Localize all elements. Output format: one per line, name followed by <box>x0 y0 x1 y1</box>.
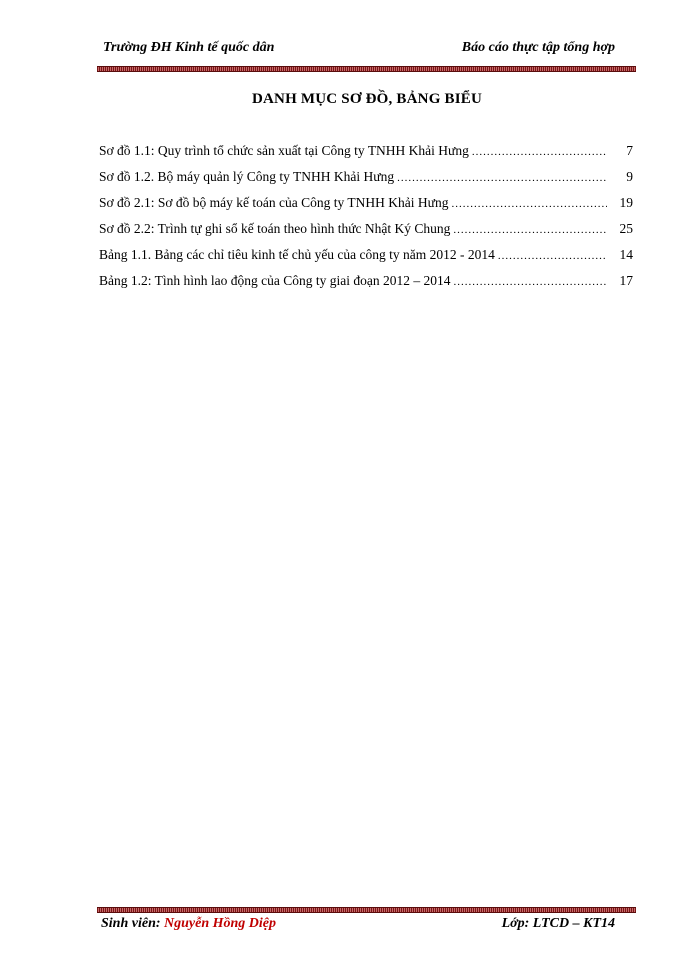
toc-entry-label: Bảng 1.2: Tình hình lao động của Công ty giai đoạn 2012 – 2014 <box>99 273 451 288</box>
header-rule <box>97 66 636 72</box>
footer-student-name: Nguyễn Hồng Diệp <box>164 916 277 931</box>
toc-entry[interactable] <box>99 221 633 247</box>
footer-student-label: Sinh viên: <box>101 916 161 931</box>
toc-entry[interactable] <box>99 195 633 221</box>
toc-leader <box>453 224 607 236</box>
page-header <box>97 40 637 60</box>
toc-leader <box>451 198 607 210</box>
table-of-figures <box>99 143 633 299</box>
toc-entry-page: 25 <box>619 221 633 236</box>
toc-entry-label: Sơ đồ 1.2. Bộ máy quản lý Công ty TNHH Khải Hưng <box>99 169 395 184</box>
toc-entry[interactable] <box>99 273 633 299</box>
page-title: DANH MỤC SƠ ĐỒ, BẢNG BIỂU <box>251 91 482 107</box>
toc-entry-page: 9 <box>626 169 633 184</box>
toc-leader <box>453 276 607 288</box>
toc-entry-label: Sơ đồ 2.2: Trình tự ghi sổ kế toán theo hình thức Nhật Ký Chung <box>99 221 451 236</box>
header-university: Trường ĐH Kinh tế quốc dân <box>103 40 275 55</box>
toc-entry-page: 14 <box>619 247 633 262</box>
toc-leader <box>472 146 607 158</box>
header-report-title: Báo cáo thực tập tổng hợp <box>461 40 615 55</box>
page-footer <box>97 916 637 936</box>
toc-entry-label: Sơ đồ 1.1: Quy trình tổ chức sản xuất tại Công ty TNHH Khải Hưng <box>99 143 469 158</box>
footer-rule <box>97 907 636 913</box>
toc-entry[interactable] <box>99 169 633 195</box>
toc-entry-page: 19 <box>619 195 633 210</box>
toc-entry[interactable] <box>99 143 633 169</box>
toc-entry-page: 7 <box>626 143 633 158</box>
toc-leader <box>498 250 607 262</box>
toc-entry-label: Bảng 1.1. Bảng các chỉ tiêu kinh tế chủ yếu của công ty năm 2012 - 2014 <box>99 247 495 262</box>
footer-class: Lớp: LTCD – KT14 <box>501 916 615 931</box>
toc-leader <box>397 172 607 184</box>
toc-entry[interactable] <box>99 247 633 273</box>
footer-student <box>101 916 276 932</box>
toc-entry-label: Sơ đồ 2.1: Sơ đồ bộ máy kế toán của Công ty TNHH Khải Hưng <box>99 195 449 210</box>
toc-entry-page: 17 <box>619 273 633 288</box>
